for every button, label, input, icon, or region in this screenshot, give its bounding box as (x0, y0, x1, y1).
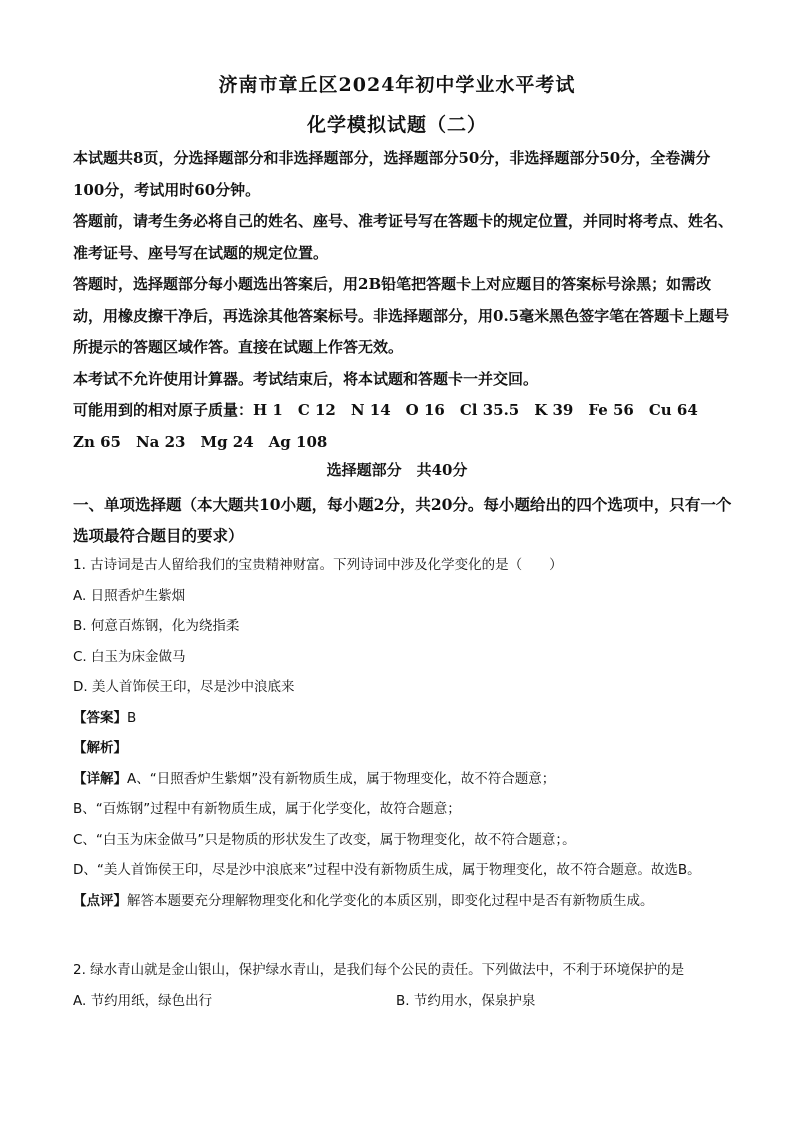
answer-label: 【答案】 (73, 709, 127, 726)
answer-line (73, 703, 743, 734)
answer-value: B (127, 709, 137, 726)
exam-subtitle: 化学模拟试题（二） (306, 114, 487, 136)
atomic-mass-list: 可能用到的相对原子质量：H 1 C 12 N 14 O 16 Cl 35.5 K 39 Fe 56 Cu 64 Zn 65 Na 23 Mg 24 Ag 108 (73, 401, 713, 451)
option-a: A. 日照香炉生紫烟 (73, 587, 186, 604)
instruction-paragraph: 答题前，请考生务必将自己的姓名、座号、准考证号写在答题卡的规定位置，并同时将考点、姓名、准考证号、座号写在试题的规定位置。 (73, 212, 734, 262)
comment-text: 解答本题要充分理解物理变化和化学变化的本质区别，即变化过程中是否有新物质生成。 (127, 892, 654, 909)
detail-line (73, 764, 743, 795)
instruction-paragraph: 本考试不允许使用计算器。考试结束后，将本试题和答题卡一并交回。 (73, 369, 539, 388)
detail-label: 【详解】 (73, 770, 127, 787)
section-heading: 选择题部分 共40分 (326, 461, 468, 479)
detail-b: B、“百炼钢”过程中有新物质生成，属于化学变化，故符合题意； (73, 801, 461, 817)
analysis-label: 【解析】 (73, 740, 127, 756)
question-2 (73, 955, 743, 1016)
detail-d: D、“美人首饰侯王印，尽是沙中浪底来”过程中没有新物质生成，属于物理变化，故不符合题意。故选B。 (73, 862, 701, 878)
question-1 (73, 550, 743, 916)
instruction-paragraph: 答题时，选择题部分每小题选出答案后，用2B铅笔把答题卡上对应题目的答案标号涂黑；如需改动，用橡皮擦干净后，再选涂其他答案标号。非选择题部分，用0.5毫米黑色签字笔在答题卡上题号所提示的答题区域作答。直接在试题上作答无效。 (73, 275, 730, 356)
question-stem: 1. 古诗词是古人留给我们的宝贵精神财富。下列诗词中涉及化学变化的是（ ） (73, 557, 563, 573)
exam-title: 济南市章丘区2024年初中学业水平考试 (218, 74, 576, 96)
comment-line (73, 886, 743, 917)
instructions-block (73, 143, 733, 458)
comment-label: 【点评】 (73, 892, 127, 909)
detail-a: A、“日照香炉生紫烟”没有新物质生成，属于物理变化，故不符合题意； (127, 770, 556, 787)
option-b: B. 何意百炼钢，化为绕指柔 (73, 618, 240, 634)
option-a: A. 节约用纸，绿色出行 (73, 992, 213, 1009)
option-b: B. 节约用水，保泉护泉 (396, 992, 536, 1009)
option-c: C. 白玉为床金做马 (73, 648, 186, 665)
instruction-paragraph: 本试题共8页，分选择题部分和非选择题部分，选择题部分50分，非选择题部分50分，全卷满分100分，考试用时60分钟。 (73, 149, 711, 199)
detail-c: C、“白玉为床金做马”只是物质的形状发生了改变，属于物理变化，故不符合题意；。 (73, 831, 576, 848)
option-d: D. 美人首饰侯王印，尽是沙中浪底来 (73, 679, 295, 695)
option-row (73, 986, 743, 1016)
question-stem: 2. 绿水青山就是金山银山，保护绿水青山，是我们每个公民的责任。下列做法中，不利于环境保护的是 (73, 962, 685, 978)
part-title: 一、单项选择题（本大题共10小题，每小题2分，共20分。每小题给出的四个选项中，只有一个选项最符合题目的要求） (73, 495, 732, 545)
